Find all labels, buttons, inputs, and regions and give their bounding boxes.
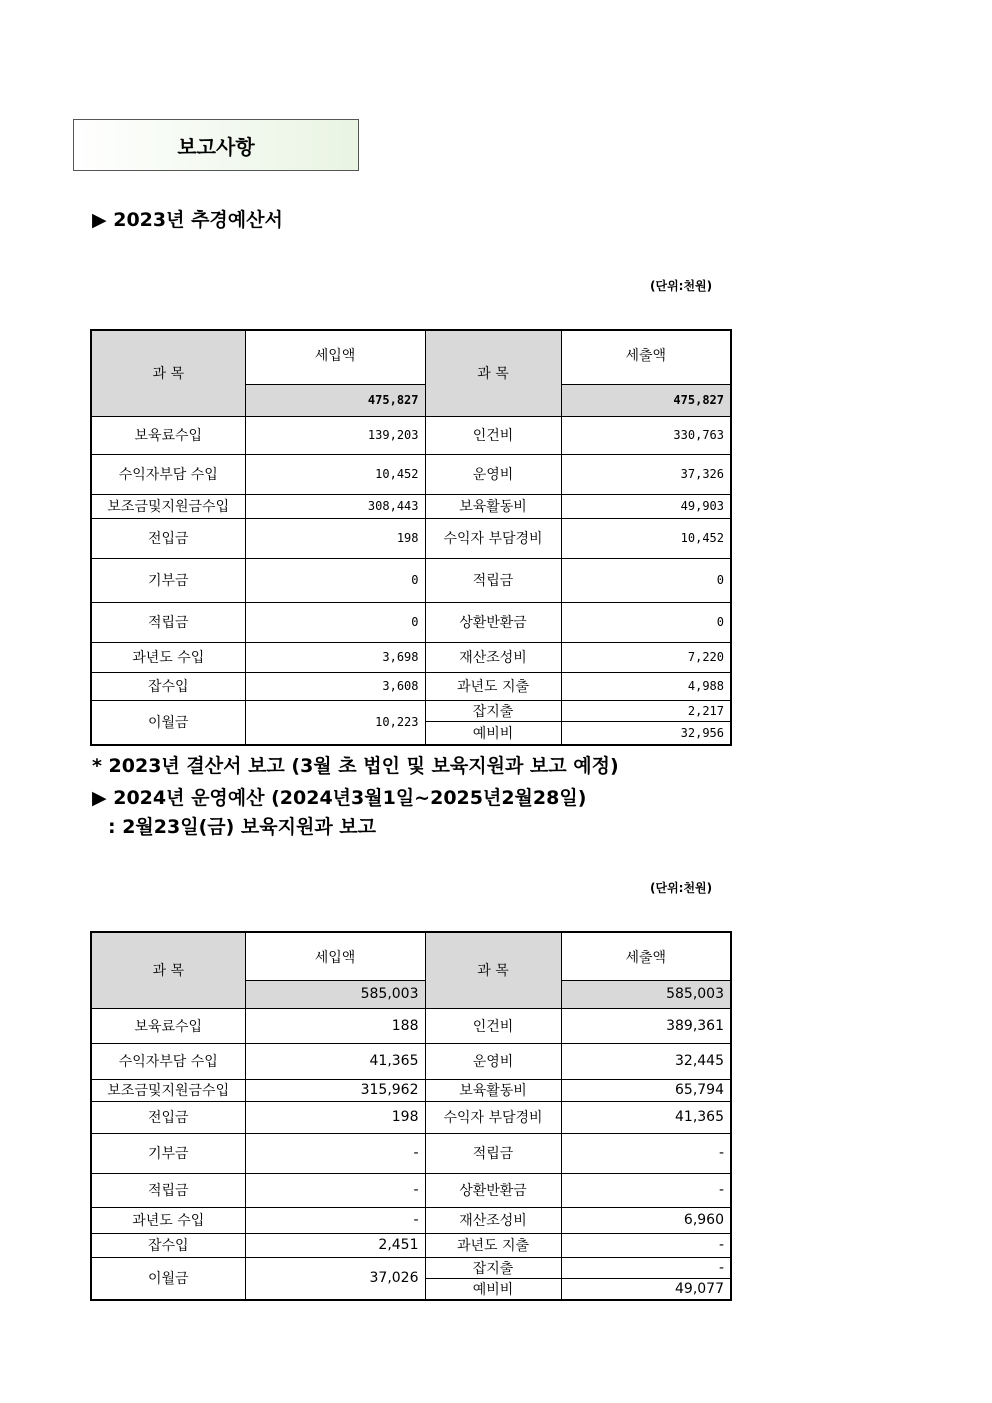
expense-value: 49,903 bbox=[561, 494, 731, 518]
budget-table-2023 bbox=[90, 329, 732, 746]
expense-total: 475,827 bbox=[561, 384, 731, 416]
income-value: 10,452 bbox=[245, 454, 425, 494]
income-value: 315,962 bbox=[245, 1079, 425, 1101]
expense-value: 37,326 bbox=[561, 454, 731, 494]
table-row bbox=[91, 518, 731, 558]
income-subject: 수익자부담 수입 bbox=[91, 454, 245, 494]
expense-value: - bbox=[561, 1173, 731, 1207]
expense-subject: 적립금 bbox=[425, 558, 561, 602]
table-row bbox=[91, 1207, 731, 1233]
expense-value: 330,763 bbox=[561, 416, 731, 454]
expense-value: 0 bbox=[561, 558, 731, 602]
income-value: 198 bbox=[245, 1101, 425, 1133]
table-row bbox=[91, 1233, 731, 1257]
income-subject: 전입금 bbox=[91, 1101, 245, 1133]
expense-value-reserve: 32,956 bbox=[561, 721, 731, 745]
expense-subject: 과년도 지출 bbox=[425, 1233, 561, 1257]
expense-subject: 수익자 부담경비 bbox=[425, 1101, 561, 1133]
expense-subject: 운영비 bbox=[425, 1043, 561, 1079]
income-subject: 기부금 bbox=[91, 1133, 245, 1173]
table-row bbox=[91, 1043, 731, 1079]
expense-value: 7,220 bbox=[561, 642, 731, 672]
table-row bbox=[91, 602, 731, 642]
expense-value-misc: - bbox=[561, 1257, 731, 1278]
table-row bbox=[91, 1079, 731, 1101]
expense-subject: 인건비 bbox=[425, 416, 561, 454]
expense-subject: 수익자 부담경비 bbox=[425, 518, 561, 558]
income-subject: 기부금 bbox=[91, 558, 245, 602]
budget-table-2024 bbox=[90, 931, 732, 1301]
income-subject: 전입금 bbox=[91, 518, 245, 558]
expense-subject: 운영비 bbox=[425, 454, 561, 494]
income-subject: 수익자부담 수입 bbox=[91, 1043, 245, 1079]
section2-unit: (단위:천원) bbox=[650, 881, 713, 895]
income-value: - bbox=[245, 1173, 425, 1207]
section1-unit: (단위:천원) bbox=[650, 279, 713, 293]
income-value-carryover: 10,223 bbox=[245, 700, 425, 745]
expense-value: 389,361 bbox=[561, 1008, 731, 1043]
expense-subject-misc: 잡지출 bbox=[425, 1257, 561, 1278]
expense-value: 32,445 bbox=[561, 1043, 731, 1079]
header-income: 세입액 bbox=[245, 330, 425, 384]
section2-subheading: : 2월23일(금) 보육지원과 보고 bbox=[108, 816, 377, 838]
section1-heading: ▶ 2023년 추경예산서 bbox=[92, 209, 283, 231]
expense-value: 65,794 bbox=[561, 1079, 731, 1101]
page-title: 보고사항 bbox=[73, 119, 359, 171]
income-value: 139,203 bbox=[245, 416, 425, 454]
income-value: 3,608 bbox=[245, 672, 425, 700]
table-row bbox=[91, 1133, 731, 1173]
header-income-subject: 과 목 bbox=[91, 932, 245, 1008]
expense-value-misc: 2,217 bbox=[561, 700, 731, 721]
table-row bbox=[91, 1008, 731, 1043]
expense-subject: 적립금 bbox=[425, 1133, 561, 1173]
income-subject-carryover: 이월금 bbox=[91, 700, 245, 745]
table-row bbox=[91, 558, 731, 602]
income-value: 188 bbox=[245, 1008, 425, 1043]
income-total: 585,003 bbox=[245, 980, 425, 1008]
income-value: - bbox=[245, 1207, 425, 1233]
income-subject: 잡수입 bbox=[91, 672, 245, 700]
table-row bbox=[91, 454, 731, 494]
table-row bbox=[91, 642, 731, 672]
expense-subject: 보육활동비 bbox=[425, 1079, 561, 1101]
header-expense-subject: 과 목 bbox=[425, 932, 561, 1008]
expense-value: 0 bbox=[561, 602, 731, 642]
income-subject: 보조금및지원금수입 bbox=[91, 1079, 245, 1101]
expense-subject-reserve: 예비비 bbox=[425, 721, 561, 745]
expense-subject: 재산조성비 bbox=[425, 642, 561, 672]
income-value: 198 bbox=[245, 518, 425, 558]
expense-value: 41,365 bbox=[561, 1101, 731, 1133]
income-subject: 과년도 수입 bbox=[91, 642, 245, 672]
expense-value: 10,452 bbox=[561, 518, 731, 558]
section2-heading: ▶ 2024년 운영예산 (2024년3월1일~2025년2월28일) bbox=[92, 787, 587, 809]
expense-value: - bbox=[561, 1133, 731, 1173]
table-row bbox=[91, 672, 731, 700]
income-value: 308,443 bbox=[245, 494, 425, 518]
income-value-carryover: 37,026 bbox=[245, 1257, 425, 1300]
expense-subject: 인건비 bbox=[425, 1008, 561, 1043]
expense-total: 585,003 bbox=[561, 980, 731, 1008]
income-value: 41,365 bbox=[245, 1043, 425, 1079]
income-subject: 보조금및지원금수입 bbox=[91, 494, 245, 518]
income-value: 2,451 bbox=[245, 1233, 425, 1257]
income-subject: 과년도 수입 bbox=[91, 1207, 245, 1233]
income-value: 0 bbox=[245, 558, 425, 602]
header-expense: 세출액 bbox=[561, 330, 731, 384]
expense-subject: 재산조성비 bbox=[425, 1207, 561, 1233]
table-row bbox=[91, 416, 731, 454]
table-row bbox=[91, 1173, 731, 1207]
expense-subject: 과년도 지출 bbox=[425, 672, 561, 700]
expense-value: 4,988 bbox=[561, 672, 731, 700]
expense-value-reserve: 49,077 bbox=[561, 1278, 731, 1300]
income-subject: 적립금 bbox=[91, 602, 245, 642]
expense-subject-reserve: 예비비 bbox=[425, 1278, 561, 1300]
income-subject: 잡수입 bbox=[91, 1233, 245, 1257]
income-subject: 보육료수입 bbox=[91, 416, 245, 454]
header-income: 세입액 bbox=[245, 932, 425, 980]
income-value: - bbox=[245, 1133, 425, 1173]
expense-subject: 상환반환금 bbox=[425, 1173, 561, 1207]
income-subject: 적립금 bbox=[91, 1173, 245, 1207]
income-total: 475,827 bbox=[245, 384, 425, 416]
expense-value: - bbox=[561, 1233, 731, 1257]
expense-value: 6,960 bbox=[561, 1207, 731, 1233]
table-row bbox=[91, 494, 731, 518]
expense-subject-misc: 잡지출 bbox=[425, 700, 561, 721]
income-value: 0 bbox=[245, 602, 425, 642]
settlement-note: * 2023년 결산서 보고 (3월 초 법인 및 보육지원과 보고 예정) bbox=[92, 755, 619, 777]
income-subject-carryover: 이월금 bbox=[91, 1257, 245, 1300]
header-income-subject: 과 목 bbox=[91, 330, 245, 416]
expense-subject: 상환반환금 bbox=[425, 602, 561, 642]
income-value: 3,698 bbox=[245, 642, 425, 672]
expense-subject: 보육활동비 bbox=[425, 494, 561, 518]
header-expense: 세출액 bbox=[561, 932, 731, 980]
header-expense-subject: 과 목 bbox=[425, 330, 561, 416]
table-row bbox=[91, 1101, 731, 1133]
income-subject: 보육료수입 bbox=[91, 1008, 245, 1043]
